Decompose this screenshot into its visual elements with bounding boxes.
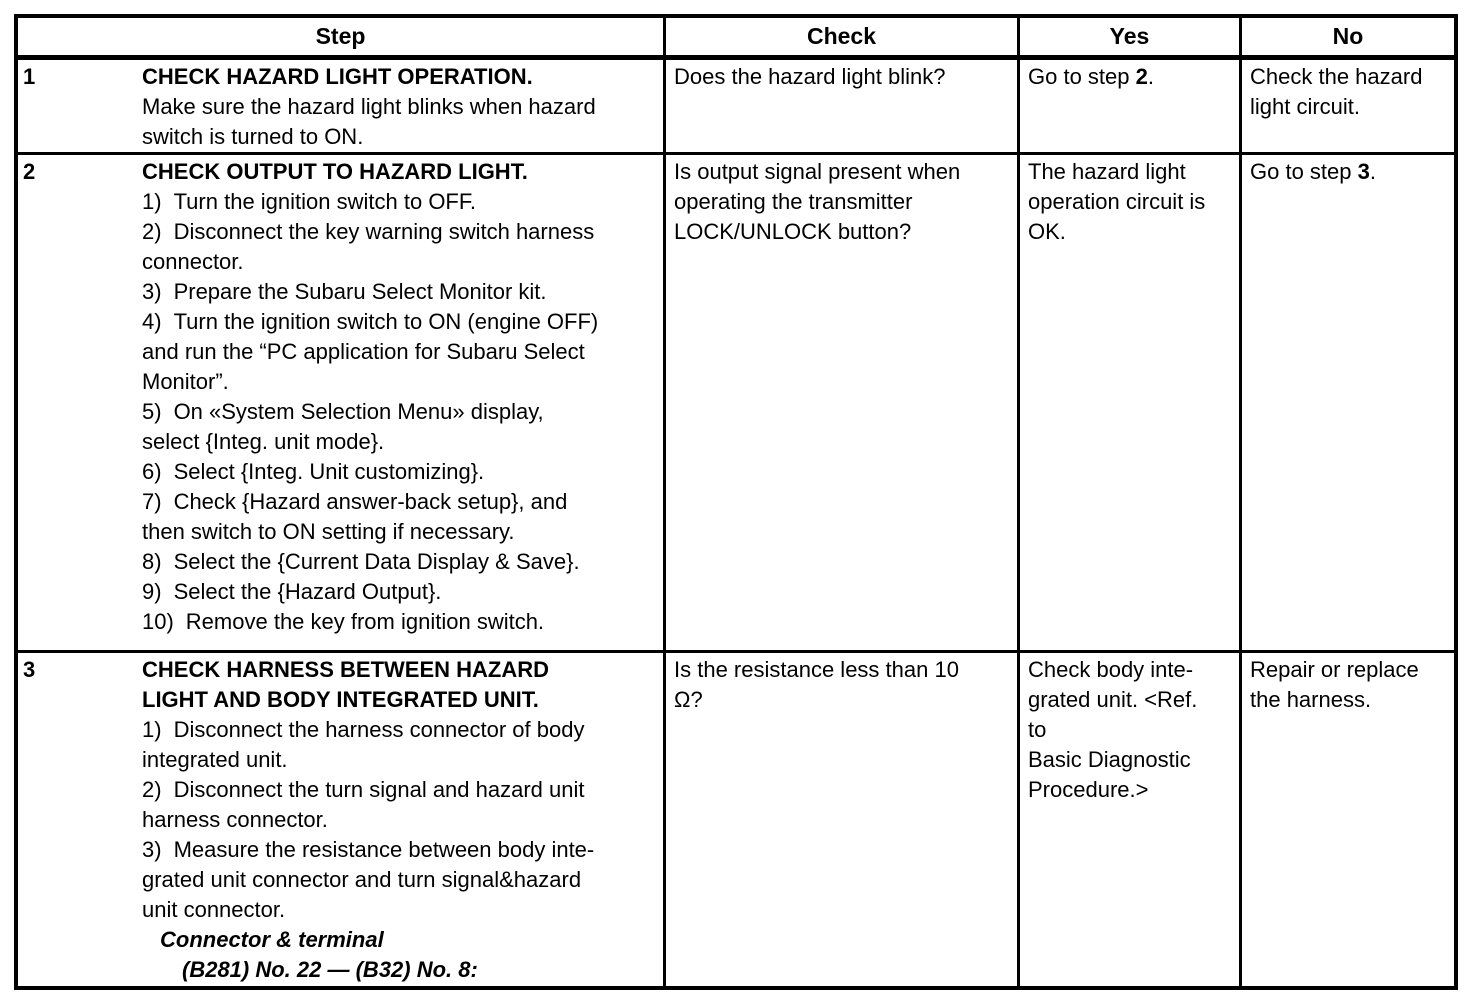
diagnostic-procedure-table xyxy=(14,14,1458,990)
step-cell xyxy=(18,653,666,986)
instruction-number: 5) xyxy=(142,399,162,424)
table-row xyxy=(18,60,1454,155)
instruction-number: 10) xyxy=(142,609,174,634)
instruction-number: 3) xyxy=(142,279,162,304)
table-header-row xyxy=(18,18,1454,60)
step-instruction: 1) Turn the ignition switch to OFF. xyxy=(142,187,653,217)
yes-cell: Check body inte- grated unit. <Ref. to Basic Diagnostic Procedure.> xyxy=(1020,653,1242,986)
step-instruction: 7) Check {Hazard answer-back setup}, and then switch to ON setting if necessary. xyxy=(142,489,568,544)
instruction-number: 7) xyxy=(142,489,162,514)
column-header-yes: Yes xyxy=(1020,18,1242,55)
column-header-check: Check xyxy=(666,18,1020,55)
column-header-no: No xyxy=(1332,23,1364,49)
step-plain: Make sure the hazard light blinks when hazard switch is turned to ON. xyxy=(142,94,596,149)
instruction-number: 8) xyxy=(142,549,162,574)
step-connector-detail: (B281) No. 22 — (B32) No. 8: xyxy=(182,957,478,982)
text-segment: Go to step xyxy=(1250,159,1358,184)
step-instruction: 10) Remove the key from ignition switch. xyxy=(142,607,653,637)
text-segment: . xyxy=(1369,159,1376,184)
column-header-step: Step xyxy=(18,18,666,55)
yes-cell xyxy=(1020,60,1242,152)
table-body xyxy=(18,60,1454,986)
bold-text: 3 xyxy=(1357,159,1370,184)
instruction-number: 2) xyxy=(142,777,162,802)
step-connector-title: Connector & terminal xyxy=(160,927,384,952)
bold-text: 2 xyxy=(1135,64,1148,89)
step-instruction: 4) Turn the ignition switch to ON (engine OFF) and run the “PC application for Subaru Select Monitor”. xyxy=(142,309,599,394)
instruction-number: 9) xyxy=(142,579,162,604)
step-instruction: 2) Disconnect the turn signal and hazard unit harness connector. xyxy=(142,777,585,832)
check-cell: Is the resistance less than 10 Ω? xyxy=(666,653,1020,986)
step-instruction: 8) Select the {Current Data Display & Save}. xyxy=(142,547,653,577)
check-cell: Does the hazard light blink? xyxy=(666,60,1020,152)
step-instruction: 9) Select the {Hazard Output}. xyxy=(142,577,653,607)
instruction-number: 1) xyxy=(142,717,162,742)
instruction-number: 6) xyxy=(142,459,162,484)
no-cell: Repair or replace the harness. xyxy=(1250,657,1419,712)
table-row xyxy=(18,653,1454,986)
text-segment: Go to step xyxy=(1028,64,1136,89)
step-instruction: 3) Prepare the Subaru Select Monitor kit. xyxy=(142,277,653,307)
instruction-number: 4) xyxy=(142,309,162,334)
step-cell xyxy=(18,60,666,152)
instruction-number: 1) xyxy=(142,189,162,214)
step-instruction: 6) Select {Integ. Unit customizing}. xyxy=(142,457,653,487)
step-title: CHECK HAZARD LIGHT OPERATION. xyxy=(142,64,533,89)
text-segment: . xyxy=(1147,64,1154,89)
step-instruction: 1) Disconnect the harness connector of body integrated unit. xyxy=(142,717,585,772)
no-cell xyxy=(1242,155,1454,650)
step-title: CHECK HARNESS BETWEEN HAZARD LIGHT AND BODY INTEGRATED UNIT. xyxy=(142,657,550,712)
check-cell: Is output signal present when operating the transmitter LOCK/UNLOCK button? xyxy=(666,155,1020,650)
instruction-number: 2) xyxy=(142,219,162,244)
step-number: 2 xyxy=(23,159,36,184)
instruction-number: 3) xyxy=(142,837,162,862)
step-number: 1 xyxy=(23,64,36,89)
no-cell: Check the hazard light circuit. xyxy=(1250,64,1423,119)
table-row xyxy=(18,155,1454,653)
yes-cell: The hazard light operation circuit is OK. xyxy=(1020,155,1242,650)
step-title: CHECK OUTPUT TO HAZARD LIGHT. xyxy=(142,159,528,184)
step-cell xyxy=(18,155,666,650)
step-instruction: 3) Measure the resistance between body inte- grated unit connector and turn signal&hazard unit connector. xyxy=(142,837,595,922)
step-instruction: 5) On «System Selection Menu» display, select {Integ. unit mode}. xyxy=(142,399,544,454)
step-instruction: 2) Disconnect the key warning switch harness connector. xyxy=(142,219,595,274)
step-number: 3 xyxy=(23,657,36,682)
